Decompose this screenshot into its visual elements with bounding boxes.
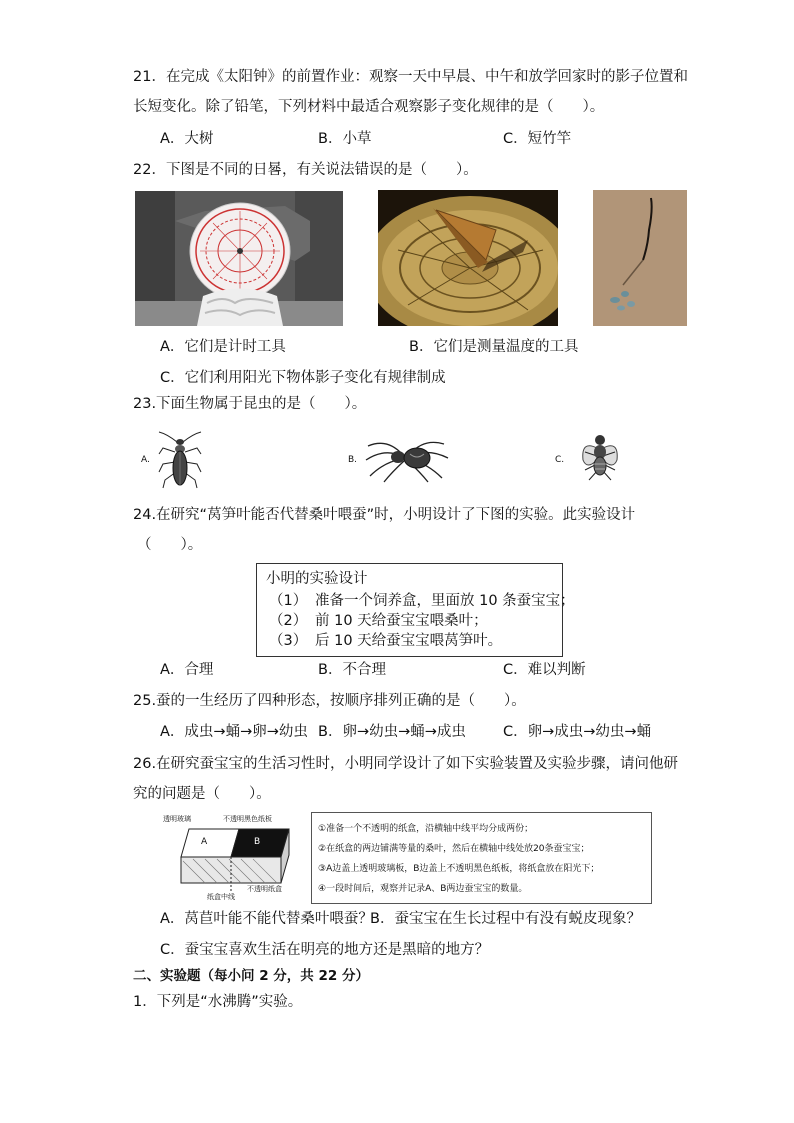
experiment-step-1-num: （1） [269,593,308,609]
q23-label-a: A. [141,455,150,465]
sundial-photo-stick [593,190,687,326]
apparatus-diagram [161,815,301,905]
beetle-drawing [157,430,203,492]
q21-option-b: B．小草 [318,131,372,147]
experiment-steps-box [311,812,652,904]
q25-option-b: B．卵→幼虫→蛹→成虫 [318,724,466,740]
q23-label-b: B. [348,455,358,465]
experiment-step-1-text: 准备一个饲养盒，里面放 10 条蚕宝宝； [315,593,575,609]
experiment-step-3-text: 后 10 天给蚕宝宝喂莴笋叶。 [315,633,503,649]
spider-drawing [362,432,452,484]
steps-item-4: ④一段时间后，观察并记录A、B两边蚕宝宝的数量。 [318,884,528,894]
section2-q1: 1．下列是“水沸腾”实验。 [133,994,303,1010]
steps-item-1: ①准备一个不透明的纸盒，沿横轴中线平均分成两份； [318,824,534,834]
q26-line1: 26.在研究蚕宝宝的生活习性时，小明同学设计了如下实验装置及实验步骤，请问他研 [133,756,679,772]
q26-option-c: C．蚕宝宝喜欢生活在明亮的地方还是黑暗的地方？ [160,942,490,958]
q24-option-b: B．不合理 [318,662,386,678]
q21-option-a: A．大树 [160,131,214,147]
experiment-design-box [256,563,575,657]
fly-drawing [577,430,623,486]
experiment-step-2-text: 前 10 天给蚕宝宝喂桑叶； [315,613,488,629]
sundial-photo-white-stone [135,191,343,326]
q26-option-b: B．蚕宝宝在生长过程中有没有蜕皮现象？ [370,911,641,927]
q22-stem: 22．下图是不同的日晷，有关说法错误的是（ ）。 [133,162,478,178]
q24-line2: （ ）。 [137,537,203,553]
diagram-label-glass: 透明玻璃 [163,815,191,823]
q21-option-c: C．短竹竿 [503,131,572,147]
q24-line1: 24.在研究“莴笋叶能否代替桑叶喂蚕”时，小明设计了下图的实验。此实验设计 [133,507,636,523]
experiment-design-title: 小明的实验设计 [266,571,368,587]
diagram-side-a: A [201,837,208,847]
q23-label-c: C. [555,455,565,465]
steps-item-2: ②在纸盒的两边铺满等量的桑叶，然后在横轴中线处放20条蚕宝宝； [318,844,590,854]
q26-option-a: A．莴苣叶能不能代替桑叶喂蚕？ [160,911,373,927]
q25-stem: 25.蚕的一生经历了四种形态，按顺序排列正确的是（ ）。 [133,693,526,709]
q21-line2: 长短变化。除了铅笔，下列材料中最适合观察影子变化规律的是（ ）。 [133,99,605,115]
sundial-photo-brass [378,190,558,326]
steps-item-3: ③A边盖上透明玻璃板，B边盖上不透明黑色纸板，将纸盒放在阳光下； [318,864,600,874]
diagram-side-b: B [254,837,261,847]
section-title-experiment: 二、实验题（每小问 2 分，共 22 分） [133,968,369,984]
experiment-step-2-num: （2） [269,613,308,629]
q22-option-c: C．它们利用阳光下物体影子变化有规律制成 [160,370,446,386]
q25-option-a: A．成虫→蛹→卵→幼虫 [160,724,308,740]
q24-option-c: C．难以判断 [503,662,586,678]
q26-line2: 究的问题是（ ）。 [133,786,271,802]
q24-option-a: A．合理 [160,662,214,678]
q22-option-a: A．它们是计时工具 [160,339,286,355]
q21-line1: 21．在完成《太阳钟》的前置作业：观察一天中早晨、中午和放学回家时的影子位置和 [133,69,688,85]
diagram-label-axis: 纸盒中线 [207,893,235,901]
experiment-step-3-num: （3） [269,633,308,649]
q25-option-c: C．卵→成虫→幼虫→蛹 [503,724,652,740]
q22-option-b: B．它们是测量温度的工具 [409,339,579,355]
q23-stem: 23.下面生物属于昆虫的是（ ）。 [133,396,367,412]
diagram-label-board: 不透明黑色纸板 [223,815,272,823]
diagram-label-box: 不透明纸盒 [247,885,282,893]
